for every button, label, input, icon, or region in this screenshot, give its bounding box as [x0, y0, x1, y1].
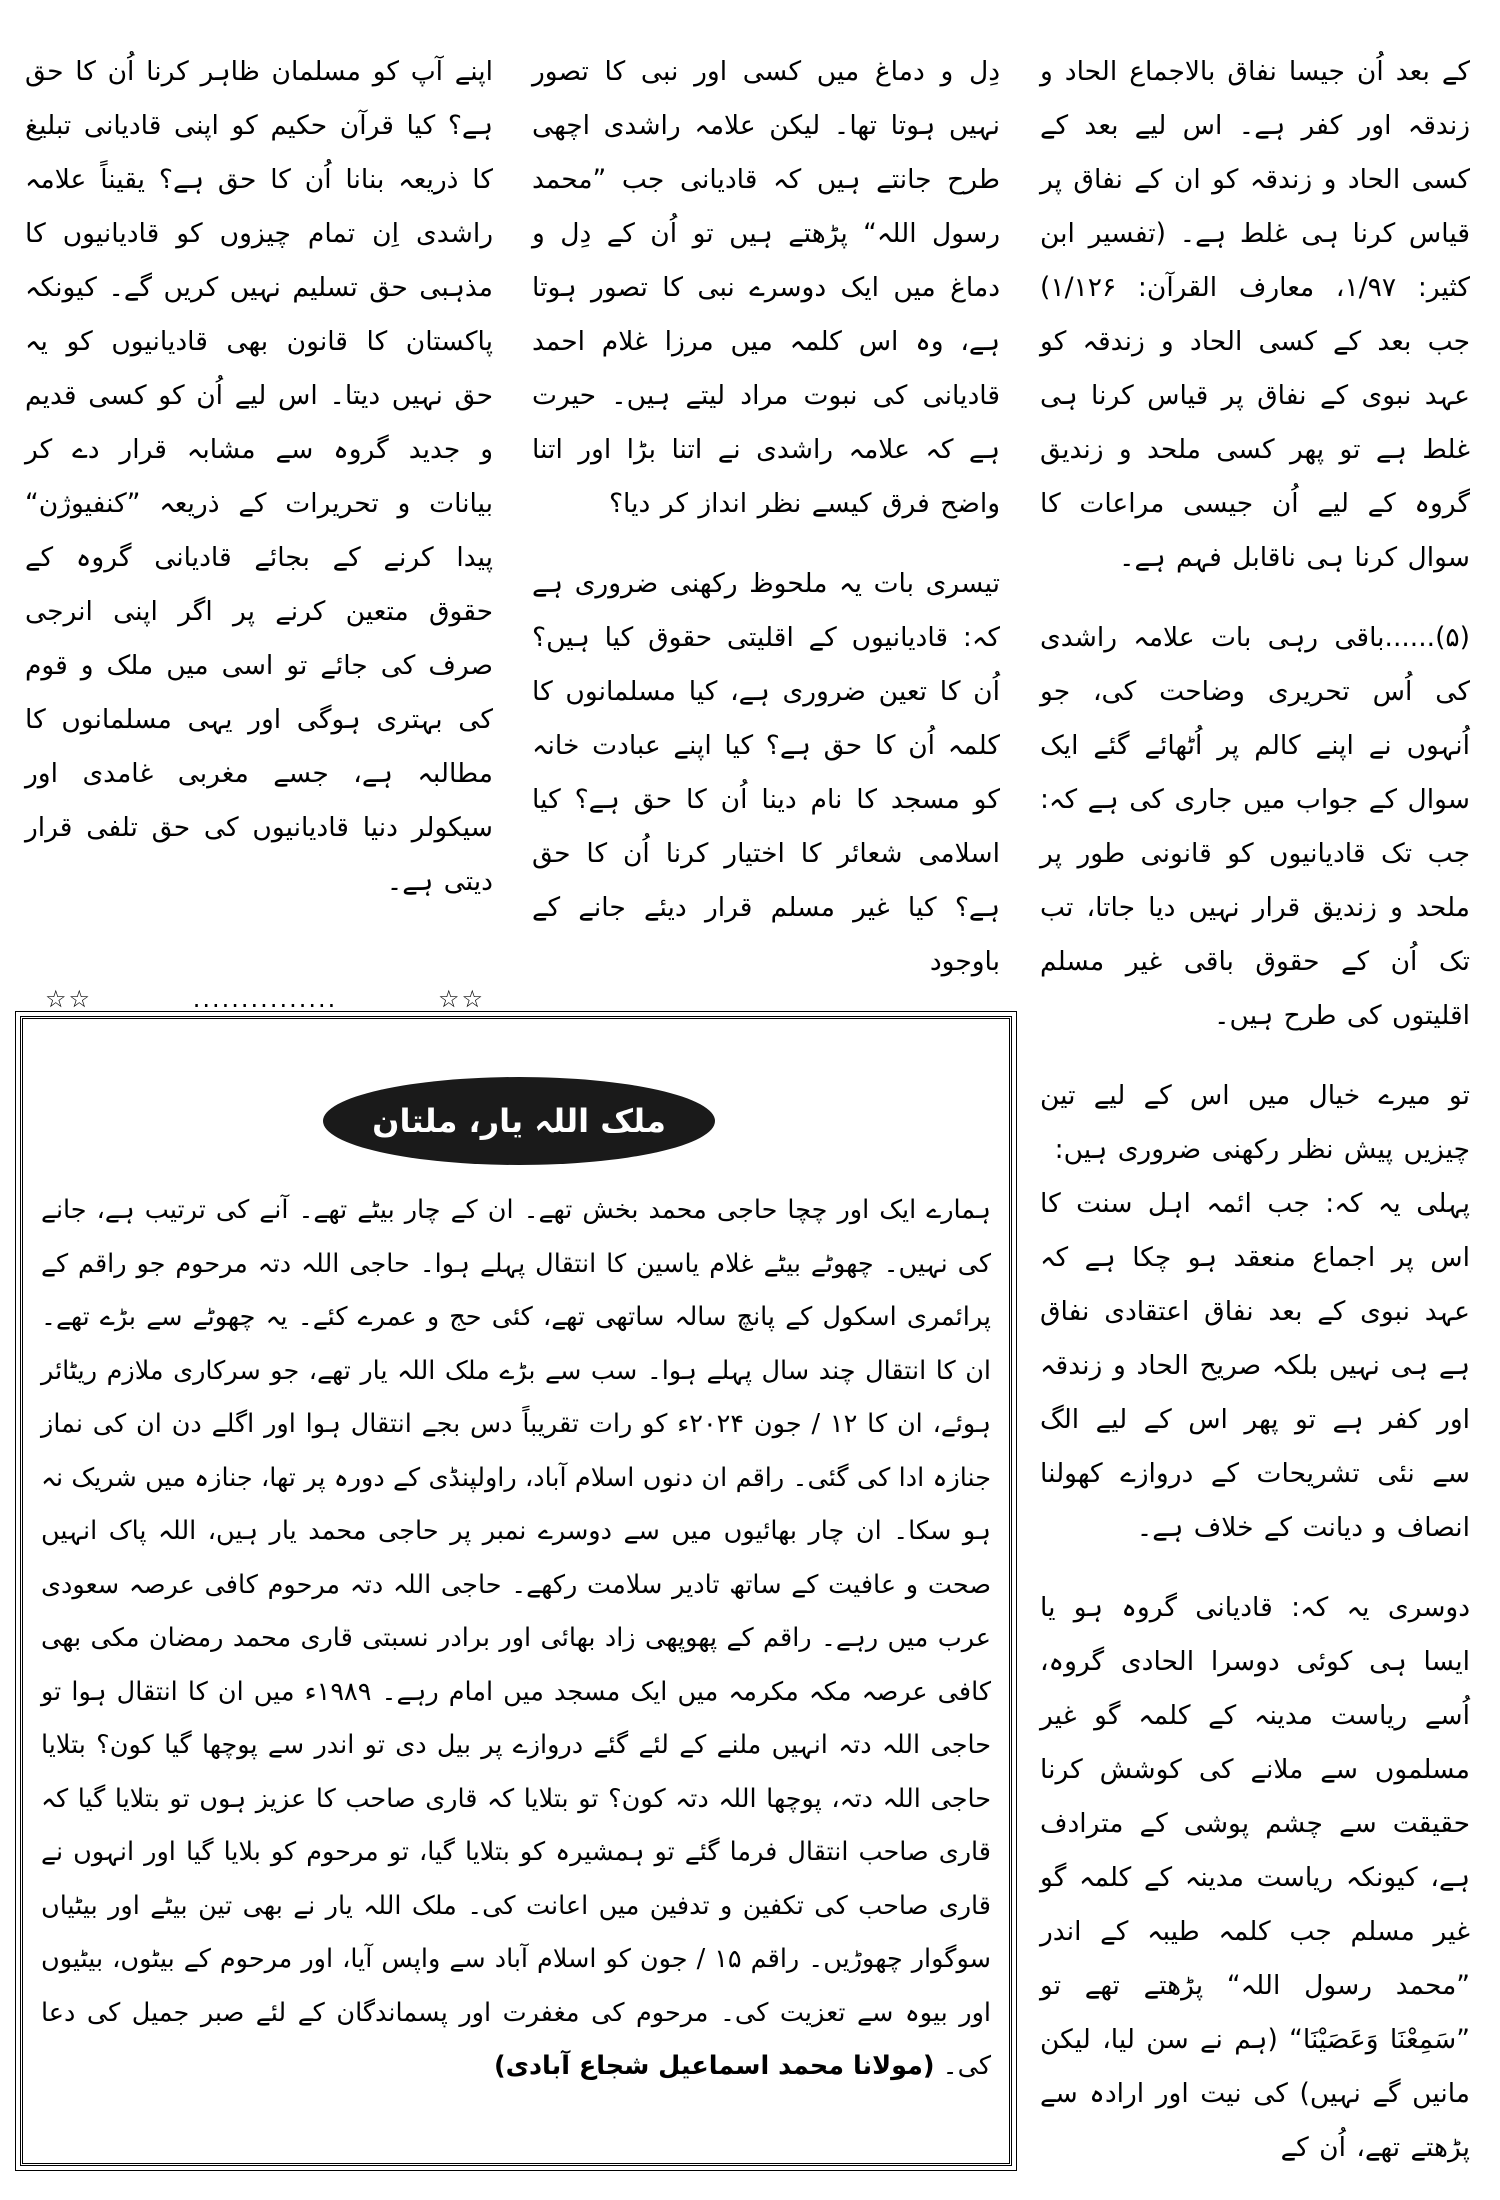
- paragraph: کے بعد اُن جیسا نفاق بالاجماع الحاد و زندقہ اور کفر ہے۔ اس لیے بعد کے کسی الحاد و زندقہ کو ان کے نفاق پر قیاس کرنا ہی غلط ہے۔ (تفسیر ابن کثیر: ۱/۹۷، معارف القرآن: ۱/۱۲۶) جب بعد کے کسی الحاد و زندقہ کو عہد نبوی کے نفاق پر قیاس کرنا ہی غلط ہے تو پھر کسی ملحد و زندیق گروہ کے لیے اُن جیسی مراعات کا سوال کرنا ہی ناقابل فہم ہے۔: [1040, 56, 1470, 573]
- obituary-text: [41, 1184, 991, 2094]
- paragraph: دِل و دماغ میں کسی اور نبی کا تصور نہیں ہوتا تھا۔ لیکن علامہ راشدی اچھی طرح جانتے ہیں کہ قادیانی جب ”محمد رسول اللہ“ پڑھتے ہیں تو اُن کے دِل و دماغ میں ایک دوسرے نبی کا تصور ہوتا ہے، وہ اس کلمہ میں مرزا غلام احمد قادیانی کی نبوت مراد لیتے ہیں۔ حیرت ہے کہ علامہ راشدی نے اتنا بڑا اور اتنا واضح فرق کیسے نظر انداز کر دیا؟: [532, 56, 1000, 519]
- star-icon: ☆☆: [437, 985, 485, 1013]
- paragraph: پہلی یہ کہ: جب ائمہ اہل سنت کا اس پر اجماع منعقد ہو چکا ہے کہ عہد نبوی کے بعد نفاق اعتقادی نفاق ہے ہی نہیں بلکہ صریح الحاد و زندقہ اور کفر ہے تو پھر اس کے لیے الگ سے نئی تشریحات کے دروازے کھولنا انصاف و دیانت کے خلاف ہے۔: [1040, 1188, 1470, 1543]
- paragraph: دوسری یہ کہ: قادیانی گروہ ہو یا ایسا ہی کوئی دوسرا الحادی گروہ، اُسے ریاست مدینہ کے کلمہ گو غیر مسلموں سے ملانے کی کوشش کرنا حقیقت سے چشم پوشی کے مترادف ہے، کیونکہ ریاست مدینہ کے کلمہ گو غیر مسلم جب کلمہ طیبہ کے اندر ”محمد رسول اللہ“ پڑھتے تھے تو ”سَمِعْنَا وَعَصَيْنَا“ (ہم نے سن لیا، لیکن مانیں گے نہیں) کی نیت اور ارادہ سے پڑھتے تھے، اُن کے: [1040, 1592, 1470, 2163]
- paragraph: تو میرے خیال میں اس کے لیے تین چیزیں پیش نظر رکھنی ضروری ہیں:: [1040, 1080, 1470, 1165]
- article-column-left: [25, 45, 493, 909]
- paragraph: اپنے آپ کو مسلمان ظاہر کرنا اُن کا حق ہے؟ کیا قرآن حکیم کو اپنی قادیانی تبلیغ کا ذریعہ بنانا اُن کا حق ہے؟ یقیناً علامہ راشدی اِن تمام چیزوں کو قادیانیوں کا مذہبی حق تسلیم نہیں کریں گے۔ کیونکہ پاکستان کا قانون بھی قادیانیوں کو یہ حق نہیں دیتا۔ اس لیے اُن کو کسی قدیم و جدید گروہ سے مشابہ قرار دے کر بیانات و تحریرات کے ذریعہ ”کنفیوژن“ پیدا کرنے کے بجائے قادیانی گروہ کے حقوق متعین کرنے پر اگر اپنی انرجی صرف کی جائے تو اسی میں ملک و قوم کی بہتری ہوگی اور یہی مسلمانوں کا مطالبہ ہے، جسے مغربی غامدی اور سیکولر دنیا قادیانیوں کی حق تلفی قرار دیتی ہے۔: [25, 56, 493, 897]
- obituary-title-banner: [323, 1077, 715, 1165]
- separator-dots: ...............: [192, 985, 338, 1013]
- obituary-body: ہمارے ایک اور چچا حاجی محمد بخش تھے۔ ان کے چار بیٹے تھے۔ آنے کی ترتیب ہے، جانے کی نہیں۔ چھوٹے بیٹے غلام یاسین کا انتقال پہلے ہوا۔ حاجی اللہ دتہ مرحوم جو راقم کے پرائمری اسکول کے پانچ سالہ ساتھی تھے، کئی حج و عمرے کئے۔ یہ چھوٹے سے بڑے تھے۔ ان کا انتقال چند سال پہلے ہوا۔ سب سے بڑے ملک اللہ یار تھے، جو سرکاری ملازم ریٹائر ہوئے، ان کا ۱۲ / جون ۲۰۲۴ء کو رات تقریباً دس بجے انتقال ہوا اور اگلے دن ان کی نماز جنازہ ادا کی گئی۔ راقم ان دنوں اسلام آباد، راولپنڈی کے دورہ پر تھا، جنازہ میں شریک نہ ہو سکا۔ ان چار بھائیوں میں سے دوسرے نمبر پر حاجی محمد یار ہیں، اللہ پاک انہیں صحت و عافیت کے ساتھ تادیر سلامت رکھے۔ حاجی اللہ دتہ مرحوم کافی عرصہ سعودی عرب میں رہے۔ راقم کے پھوپھی زاد بھائی اور برادر نسبتی قاری محمد رمضان مکی بھی کافی عرصہ مکہ مکرمہ میں ایک مسجد میں امام رہے۔ ۱۹۸۹ء میں ان کا انتقال ہوا تو حاجی اللہ دتہ انہیں ملنے کے لئے گئے دروازے پر بیل دی تو اندر سے پوچھا گیا کون؟ بتلایا حاجی اللہ دتہ، پوچھا اللہ دتہ کون؟ تو بتلایا کہ قاری صاحب کا عزیز ہوں تو بتلایا گیا کہ قاری صاحب انتقال فرما گئے تو ہمشیرہ کو بتلایا گیا، تو مرحوم کو بلایا گیا اور انہوں نے قاری صاحب کی تکفین و تدفین میں اعانت کی۔ ملک اللہ یار نے بھی تین بیٹے اور بیٹیاں سوگوار چھوڑیں۔ راقم ۱۵ / جون کو اسلام آباد سے واپس آیا، اور مرحوم کے بیٹوں، بیٹیوں اور بیوہ سے تعزیت کی۔ مرحوم کی مغفرت اور پسماندگان کے لئے صبر جمیل کی دعا کی۔: [41, 1195, 992, 2081]
- article-column-middle: [532, 45, 1000, 989]
- obituary-title: ملک اللہ یار، ملتان: [372, 1102, 666, 1140]
- obituary-box: [20, 1016, 1012, 2166]
- author-signature: (مولانا محمد اسماعیل شجاع آبادی): [493, 2051, 935, 2081]
- star-icon: ☆☆: [45, 985, 93, 1013]
- section-separator: [45, 985, 485, 1013]
- paragraph: تیسری بات یہ ملحوظ رکھنی ضروری ہے کہ: قادیانیوں کے اقلیتی حقوق کیا ہیں؟ اُن کا تعین ضروری ہے، کیا مسلمانوں کا کلمہ اُن کا حق ہے؟ کیا اپنے عبادت خانہ کو مسجد کا نام دینا اُن کا حق ہے؟ کیا اسلامی شعائر کا اختیار کرنا اُن کا حق ہے؟ کیا غیر مسلم قرار دیئے جانے کے باوجود: [532, 568, 1000, 977]
- article-column-right: [1040, 45, 1470, 2175]
- paragraph: (۵)......باقی رہی بات علامہ راشدی کی اُس تحریری وضاحت کی، جو اُنہوں نے اپنے کالم پر اُٹھائے گئے ایک سوال کے جواب میں جاری کی ہے کہ: جب تک قادیانیوں کو قانونی طور پر ملحد و زندیق قرار نہیں دیا جاتا، تب تک اُن کے حقوق باقی غیر مسلم اقلیتوں کی طرح ہیں۔: [1040, 622, 1470, 1031]
